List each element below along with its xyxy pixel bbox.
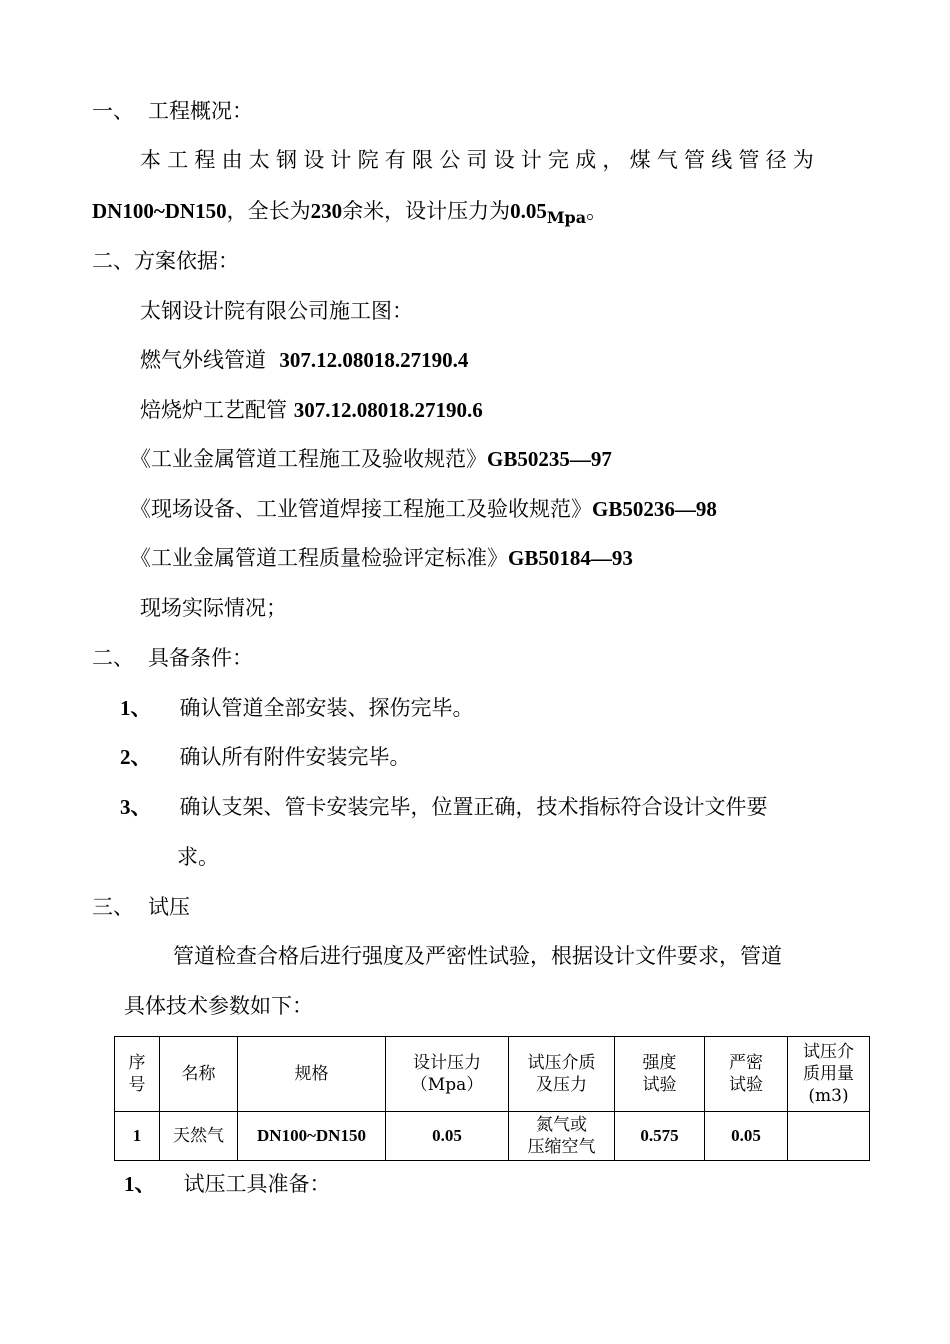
overview-text: 余米，设计压力为 <box>342 199 511 223</box>
condition-item <box>120 695 474 721</box>
overview-line-1: 本工程由太钢设计院有限公司设计完成，煤气管线管径为 <box>140 148 820 172</box>
header-cell: 名称 <box>160 1037 238 1112</box>
table-header-row <box>115 1037 870 1112</box>
basis-text: 太钢设计院有限公司施工图： <box>140 299 413 323</box>
cell-tightness-test: 0.05 <box>705 1112 788 1161</box>
condition-continuation: 求。 <box>177 845 219 869</box>
pressure-unit: Mpa <box>546 208 587 227</box>
cell-index: 1 <box>115 1112 160 1161</box>
header-cell: 试压介质 及压力 <box>509 1037 615 1112</box>
basis-item <box>140 595 287 621</box>
condition-text: 确认所有附件安装完毕。 <box>179 745 411 769</box>
subsection-title: 试压工具准备： <box>183 1172 331 1196</box>
header-cell: 序 号 <box>115 1037 160 1112</box>
basis-text: 现场实际情况； <box>140 596 287 620</box>
basis-code: 307.12.08018.27190.4 <box>279 348 469 372</box>
cell-medium-amount <box>788 1112 870 1161</box>
test-parameter-table <box>114 1036 870 1161</box>
section-heading-test <box>92 894 190 920</box>
header-cell: 强度 试验 <box>615 1037 705 1112</box>
condition-text: 确认管道全部安装、探伤完毕。 <box>179 696 474 720</box>
section-number: 二、 <box>92 646 134 670</box>
basis-text: 燃气外线管道 <box>140 348 280 372</box>
basis-item <box>140 397 483 423</box>
subsection-number: 1、 <box>124 1172 156 1196</box>
header-cell: 严密 试验 <box>705 1037 788 1112</box>
condition-number: 3、 <box>120 795 152 819</box>
section-heading-overview <box>92 98 253 124</box>
header-cell: 规格 <box>238 1037 386 1112</box>
section-title: 具备条件： <box>148 646 253 670</box>
condition-number: 2、 <box>120 745 152 769</box>
section-number: 二、 <box>92 249 134 273</box>
section-heading-basis <box>92 248 239 274</box>
basis-item <box>140 298 413 324</box>
section-title: 工程概况： <box>148 99 253 123</box>
header-cell: 试压介 质用量 (m3) <box>788 1037 870 1112</box>
basis-text: 焙烧炉工艺配管 <box>140 398 294 422</box>
basis-text: 《现场设备、工业管道焊接工程施工及验收规范》 <box>130 497 592 521</box>
condition-item <box>120 794 768 820</box>
condition-text: 确认支架、管卡安装完毕，位置正确，技术指标符合设计文件要 <box>179 795 768 819</box>
overview-text: 。 <box>586 199 608 223</box>
basis-code: GB50235—97 <box>487 447 612 471</box>
test-intro-line-1: 管道检查合格后进行强度及严密性试验，根据设计文件要求，管道 <box>173 944 782 968</box>
condition-item <box>120 744 411 770</box>
basis-code: GB50236—98 <box>592 497 717 521</box>
basis-code: GB50184—93 <box>508 546 633 570</box>
cell-strength-test: 0.575 <box>615 1112 705 1161</box>
condition-number: 1、 <box>120 696 152 720</box>
section-number: 三、 <box>92 895 134 919</box>
cell-spec: DN100~DN150 <box>238 1112 386 1161</box>
basis-item <box>130 545 633 571</box>
section-heading-conditions <box>92 645 253 671</box>
basis-item <box>130 446 612 472</box>
cell-design-pressure: 0.05 <box>386 1112 509 1161</box>
basis-code: 307.12.08018.27190.6 <box>293 398 483 422</box>
section-number: 一、 <box>92 99 134 123</box>
overview-text: ，全长为 <box>226 199 311 223</box>
subsection-heading-tools <box>124 1171 331 1197</box>
basis-item <box>140 347 468 373</box>
table-row <box>115 1112 870 1161</box>
overview-line-2 <box>92 198 607 226</box>
section-title: 方案依据： <box>134 249 239 273</box>
pipe-diameter: DN100~DN150 <box>92 199 227 223</box>
cell-name: 天然气 <box>160 1112 238 1161</box>
section-title: 试压 <box>148 895 190 919</box>
cell-test-medium: 氮气或 压缩空气 <box>509 1112 615 1161</box>
test-intro-line-2: 具体技术参数如下： <box>124 994 313 1018</box>
header-cell: 设计压力 （Mpa） <box>386 1037 509 1112</box>
basis-text: 《工业金属管道工程质量检验评定标准》 <box>130 546 508 570</box>
design-pressure: 0.05 <box>510 199 547 223</box>
basis-item <box>130 496 717 522</box>
basis-text: 《工业金属管道工程施工及验收规范》 <box>130 447 487 471</box>
pipe-length: 230 <box>310 199 343 223</box>
